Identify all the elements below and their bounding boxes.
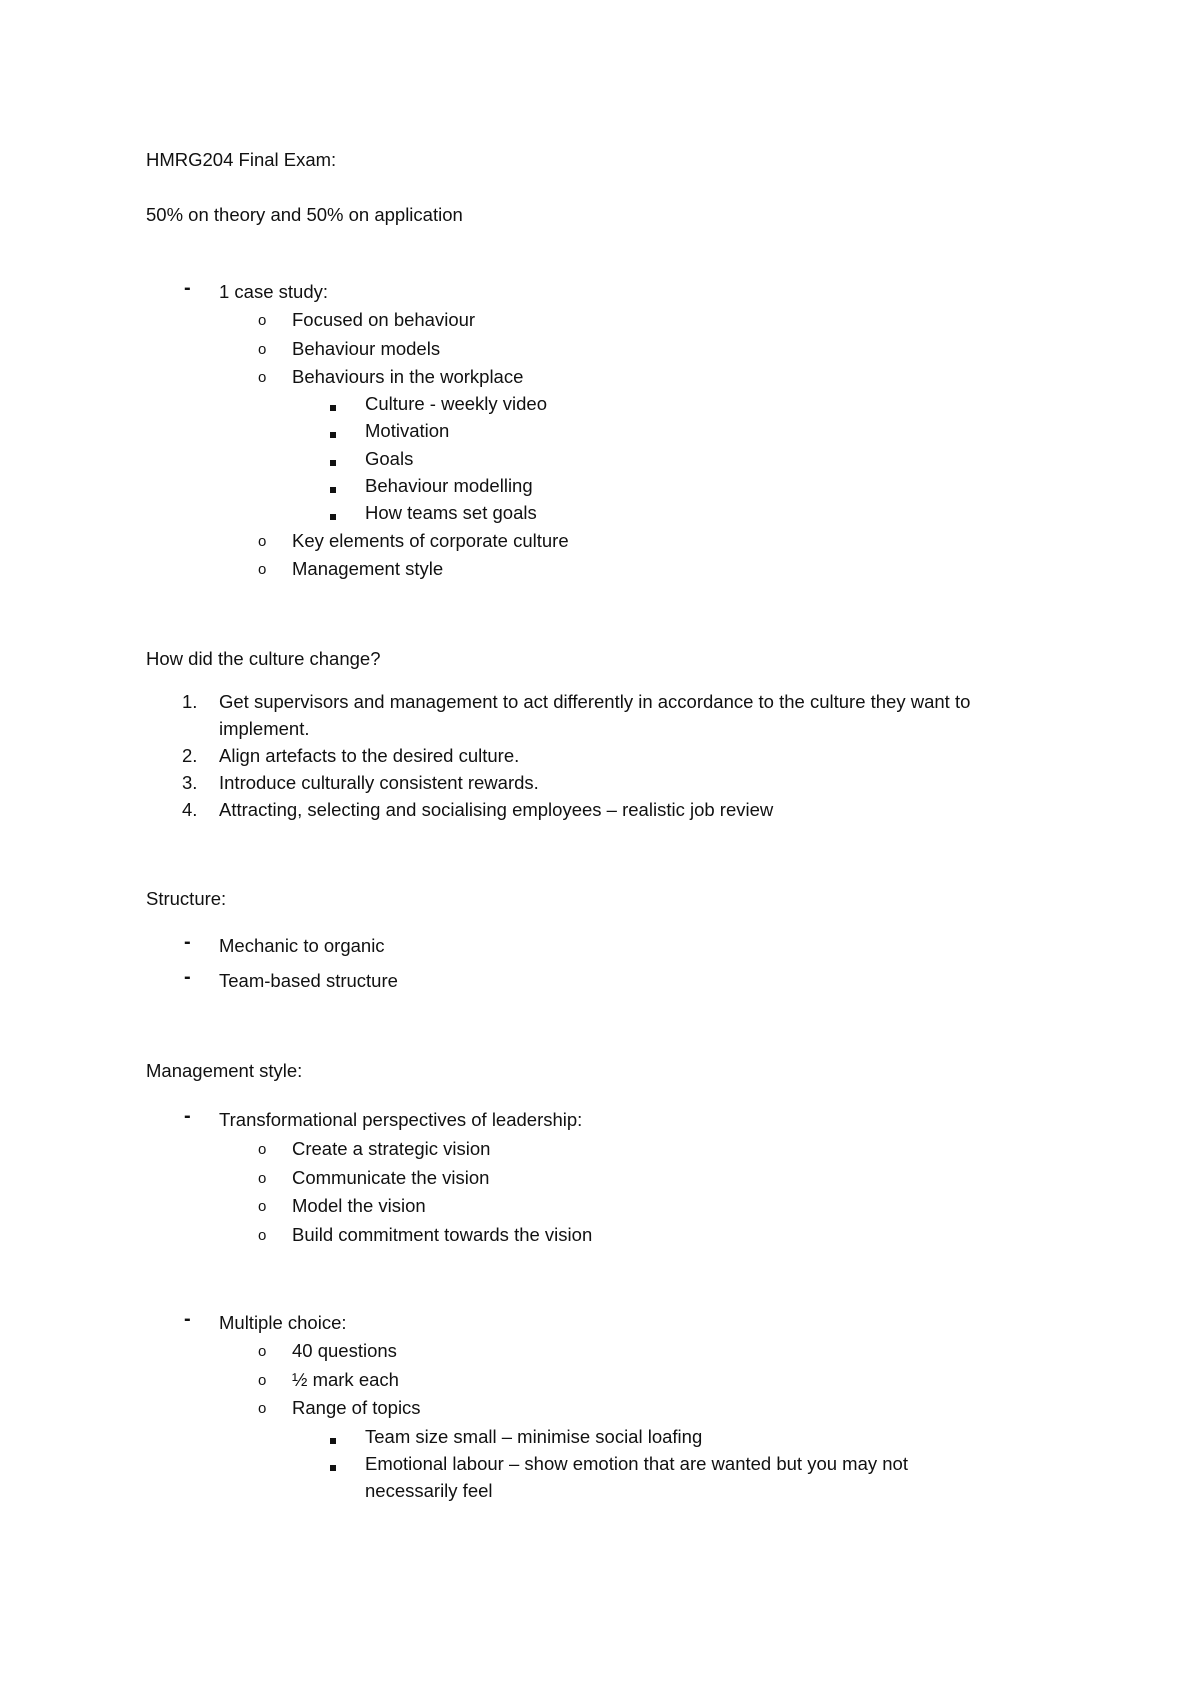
sub-list-item: Culture - weekly video [365,393,547,414]
list-item: Range of topics [292,1397,421,1418]
step-text: Introduce culturally consistent rewards. [219,772,539,793]
section-heading-structure: Structure: [146,888,227,909]
square-bullet [330,421,336,443]
circle-bullet: o [258,1372,267,1389]
circle-bullet: o [258,369,267,386]
circle-bullet: o [258,312,267,329]
step-text: Get supervisors and management to act differently in accordance to the culture they want to [219,691,971,712]
list-item: Behaviour models [292,338,441,359]
circle-bullet: o [258,1170,267,1187]
multiple-choice-label: Multiple choice: [219,1312,347,1333]
sub-list-item: Team size small – minimise social loafing [365,1426,703,1447]
case-study-label: 1 case study: [219,281,329,302]
dash-bullet: - [184,1308,191,1330]
circle-bullet: o [258,1227,267,1244]
section-heading-culture-change: How did the culture change? [146,648,381,669]
circle-bullet: o [258,1400,267,1417]
sub-list-item: Motivation [365,420,450,441]
circle-bullet: o [258,1343,267,1360]
square-bullet [330,1454,336,1476]
square-bullet [330,449,336,471]
circle-bullet: o [258,561,267,578]
dash-bullet: - [184,931,191,953]
list-item: Key elements of corporate culture [292,530,569,551]
dash-bullet: - [184,966,191,988]
document-title: HMRG204 Final Exam: [146,149,337,170]
circle-bullet: o [258,1141,267,1158]
dash-bullet: - [184,1105,191,1127]
step-number: 3. [182,772,198,793]
step-text: Attracting, selecting and socialising employees – realistic job review [219,799,774,820]
sub-list-item: How teams set goals [365,502,537,523]
circle-bullet: o [258,533,267,550]
exam-split-note: 50% on theory and 50% on application [146,204,463,225]
list-item: Behaviours in the workplace [292,366,524,387]
list-item: Focused on behaviour [292,309,476,330]
sub-list-item-continued: necessarily feel [365,1480,493,1501]
step-number: 2. [182,745,198,766]
sub-list-item: Emotional labour – show emotion that are wanted but you may not [365,1453,908,1474]
dash-bullet: - [184,277,191,299]
circle-bullet: o [258,341,267,358]
circle-bullet: o [258,1198,267,1215]
step-number: 1. [182,691,198,712]
list-item: Management style [292,558,444,579]
square-bullet [330,503,336,525]
step-text-continued: implement. [219,718,310,739]
step-number: 4. [182,799,198,820]
section-heading-management-style: Management style: [146,1060,303,1081]
list-item: Transformational perspectives of leadership: [219,1109,583,1130]
list-item: Build commitment towards the vision [292,1224,593,1245]
list-item: Mechanic to organic [219,935,385,956]
list-item: Create a strategic vision [292,1138,491,1159]
list-item: Model the vision [292,1195,426,1216]
square-bullet [330,394,336,416]
sub-list-item: Goals [365,448,414,469]
sub-list-item: Behaviour modelling [365,475,533,496]
square-bullet [330,476,336,498]
list-item: 40 questions [292,1340,397,1361]
list-item: Communicate the vision [292,1167,490,1188]
step-text: Align artefacts to the desired culture. [219,745,520,766]
square-bullet [330,1427,336,1449]
list-item: ½ mark each [292,1369,399,1390]
list-item: Team-based structure [219,970,398,991]
